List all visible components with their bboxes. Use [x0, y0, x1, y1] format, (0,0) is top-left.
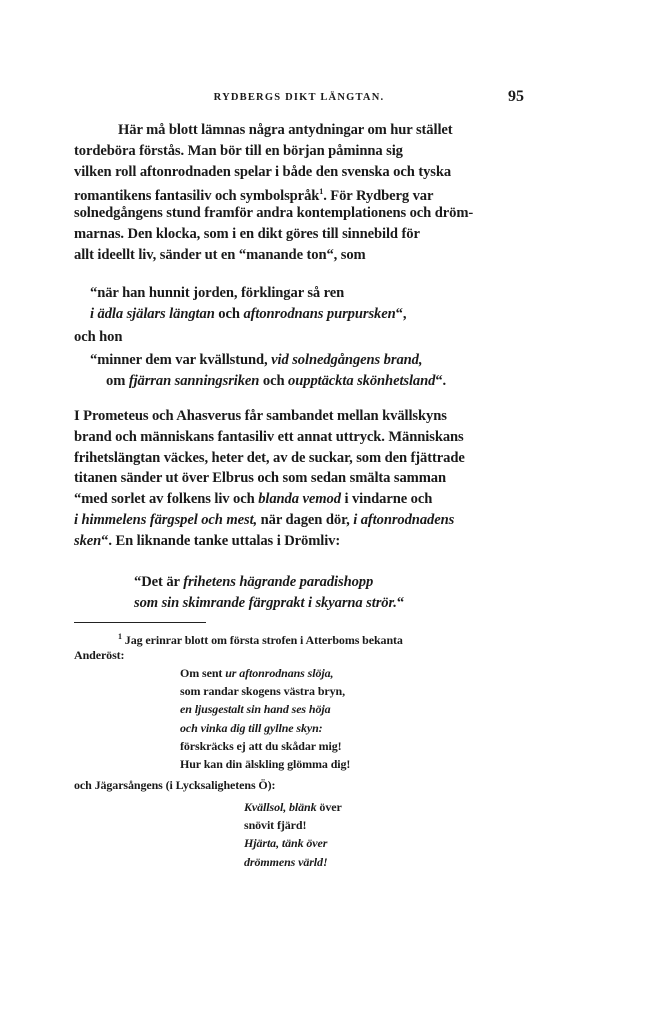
text-segment: “. — [435, 372, 447, 389]
text-segment: “. En liknande tanke uttalas i Drömliv: — [101, 532, 341, 549]
footnote-poem-anderost — [180, 664, 480, 773]
text-segment: och — [259, 372, 289, 389]
quote-line — [74, 304, 524, 325]
page-header — [74, 88, 524, 108]
italic-segment: i himmelens färgspel och mest, — [74, 511, 258, 528]
quote-line — [74, 371, 524, 392]
italic-segment: oupptäckta skönhetsland — [288, 372, 436, 389]
text-line — [74, 489, 524, 510]
text-line: solnedgångens stund framför andra kontemplationens och dröm- — [74, 205, 474, 222]
italic-segment: en ljusgestalt sin hand ses höja — [180, 702, 331, 717]
text-line: allt ideellt liv, sänder ut en “manande ton“, som — [74, 246, 366, 263]
text-line: och hon — [74, 329, 123, 345]
footnote-line: och Jägarsångens (i Lycksalighetens Ö): — [74, 778, 276, 792]
quote-line — [74, 572, 524, 593]
text-segment: romantikens fantasiliv och symbolspråk — [74, 188, 320, 205]
quote-line: “när han hunnit jorden, förklingar så ren — [90, 285, 345, 301]
italic-segment: blanda vemod — [258, 491, 341, 508]
text-line: frihetslängtan väckes, heter det, av de suckar, som den fjättrade — [74, 449, 465, 466]
quote-dromliv — [74, 572, 524, 614]
poem-line — [244, 834, 544, 852]
footnote-line: Anderöst: — [74, 648, 125, 663]
text-segment: i vindarne och — [340, 491, 433, 508]
text-line: marnas. Den klocka, som i en dikt göres till sinnebild för — [74, 225, 420, 242]
poem-line — [180, 682, 480, 700]
text-segment: “minner dem var kvällstund, — [90, 352, 272, 368]
text-segment: Hur kan din älskling glömma dig! — [180, 756, 351, 771]
italic-segment: vid solnedgångens brand, — [271, 352, 423, 368]
italic-segment: i ädla själars längtan — [90, 305, 215, 322]
footnote-marker: 1 — [118, 632, 122, 641]
poem-line — [180, 664, 480, 682]
text-line — [74, 531, 524, 552]
text-line — [74, 510, 524, 531]
running-title: RYDBERGS DIKT LÄNGTAN. — [213, 92, 385, 103]
connector-text — [74, 327, 524, 348]
poem-line — [244, 853, 544, 871]
text-segment: “med sorlet av folkens liv och — [74, 491, 259, 508]
text-segment: Om sent — [180, 666, 226, 680]
text-line: I Prometeus och Ahasverus får sambandet mellan kvällskyns — [74, 408, 447, 424]
italic-segment: som sin skimrande färgprakt i skyarna strör. — [134, 594, 397, 611]
quote-line — [74, 350, 524, 371]
quote-line — [74, 593, 524, 614]
italic-segment: i aftonrodnadens — [353, 511, 455, 528]
paragraph-1 — [74, 120, 524, 266]
poem-line — [180, 719, 480, 737]
text-segment: “, — [395, 305, 407, 322]
paragraph-2 — [74, 406, 524, 552]
text-segment: . För Rydberg var — [323, 188, 434, 205]
text-segment: och — [214, 305, 244, 322]
footnote-divider — [74, 622, 206, 623]
text-segment: Jag erinrar blott om första strofen i Atterboms bekanta — [121, 633, 403, 647]
quote-sunset — [74, 350, 524, 392]
text-segment: förskräcks ej att du skådar mig! — [180, 738, 342, 753]
text-line — [74, 182, 524, 203]
poem-line — [180, 700, 480, 718]
text-segment: över — [316, 800, 342, 814]
text-line: tordeböra förstås. Man bör till en början påminna sig — [74, 142, 403, 159]
italic-segment: Kvällsol, blänk — [244, 800, 317, 814]
italic-segment: sken — [74, 532, 102, 549]
text-line: brand och människans fantasiliv ett annat uttryck. Människans — [74, 428, 464, 445]
poem-line — [180, 737, 480, 755]
text-line: titanen sänder ut över Elbrus och som sedan smälta samman — [74, 470, 447, 487]
text-segment: “Det är — [134, 574, 184, 590]
text-segment: när dagen dör, — [257, 511, 354, 528]
poem-line — [180, 755, 480, 773]
text-segment: snövit fjärd! — [244, 818, 307, 833]
footnote-continued — [74, 776, 524, 794]
footnote-line — [74, 628, 524, 646]
text-segment: som randar skogens västra bryn, — [180, 684, 346, 699]
text-segment: om — [106, 372, 129, 389]
poem-line — [244, 798, 544, 816]
text-segment: “ — [396, 594, 405, 611]
italic-segment: aftonrodnans purpursken — [243, 305, 396, 322]
text-line: Här må blott lämnas några antydningar om hur stället — [118, 122, 453, 138]
quote-bell — [74, 283, 524, 325]
italic-segment: fjärran sanningsriken — [128, 372, 260, 389]
italic-segment: frihetens hägrande paradishopp — [183, 574, 374, 590]
footnote-reference: 1 — [319, 187, 324, 197]
page-number: 95 — [508, 88, 524, 105]
footnote — [74, 628, 524, 664]
italic-segment: Hjärta, tänk över — [244, 836, 328, 851]
poem-line — [244, 816, 544, 834]
italic-segment: ur aftonrodnans slöja, — [225, 666, 334, 680]
footnote-poem-jagarsang — [244, 798, 544, 871]
italic-segment: och vinka dig till gyllne skyn: — [180, 720, 323, 735]
italic-segment: drömmens värld! — [244, 854, 328, 869]
text-line: vilken roll aftonrodnaden spelar i både den svenska och tyska — [74, 163, 452, 180]
